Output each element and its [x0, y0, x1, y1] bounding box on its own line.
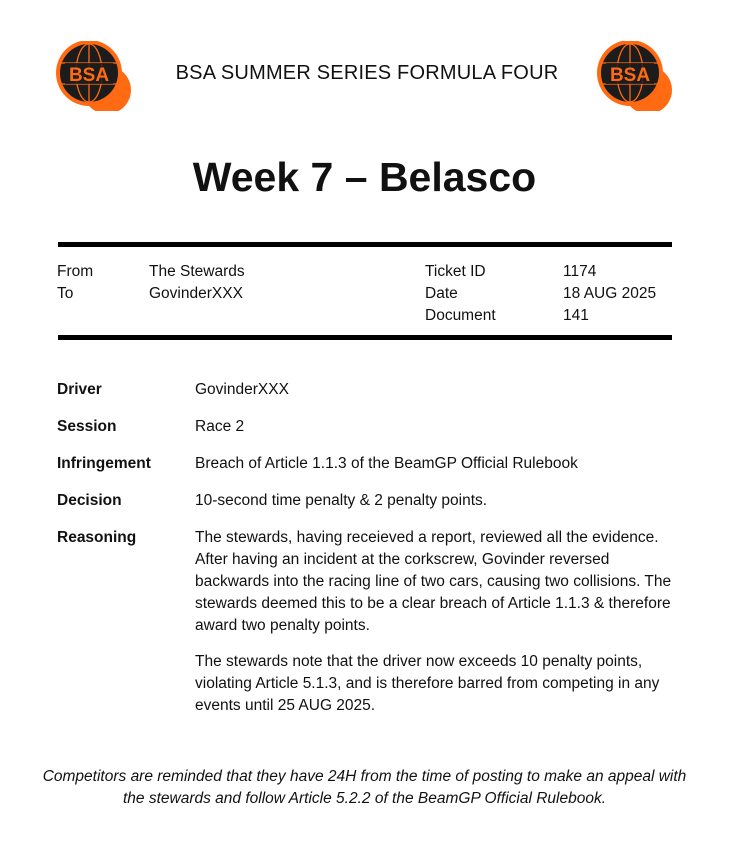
divider-bottom	[58, 335, 672, 340]
reasoning-label: Reasoning	[57, 529, 137, 546]
session-value: Race 2	[195, 418, 245, 435]
logo-text: BSA	[609, 65, 651, 86]
decision-label: Decision	[57, 492, 122, 509]
ticket-id-value: 1174	[563, 263, 597, 280]
decision-value: 10-second time penalty & 2 penalty points.	[195, 492, 488, 509]
driver-value: GovinderXXX	[195, 381, 289, 398]
series-title: BSA SUMMER SERIES FORMULA FOUR	[175, 62, 559, 84]
divider-top	[58, 242, 672, 247]
session-label: Session	[57, 418, 117, 435]
reasoning-paragraph-2: The stewards note that the driver now exceeds 10 penalty points, violating Article 5.1.3, and is therefore barred from competing in any events until 25 AUG 2025.	[195, 653, 660, 714]
infringement-label: Infringement	[57, 455, 151, 472]
appeal-notice: Competitors are reminded that they have 24H from the time of posting to make an appeal with the stewards and follow Article 5.2.2 of the BeamGP Official Rulebook.	[42, 768, 687, 807]
logo-text: BSA	[68, 65, 110, 86]
date-label: Date	[425, 285, 458, 302]
bsa-logo-right	[597, 41, 673, 111]
to-label: To	[57, 285, 74, 302]
event-title: Week 7 – Belasco	[192, 154, 537, 200]
from-label: From	[57, 263, 94, 280]
infringement-value: Breach of Article 1.1.3 of the BeamGP Official Rulebook	[195, 455, 578, 472]
document-label: Document	[425, 307, 496, 324]
from-value: The Stewards	[149, 263, 245, 280]
driver-label: Driver	[57, 381, 102, 398]
date-value: 18 AUG 2025	[563, 285, 657, 302]
document-value: 141	[563, 307, 589, 324]
to-value: GovinderXXX	[149, 285, 243, 302]
reasoning-paragraph-1: The stewards, having receieved a report, reviewed all the evidence. After having an incident at the corkscrew, Govinder reversed backwards into the racing line of two cars, causing two collisions. The stewards deemed this to be a clear breach of Article 1.1.3 & therefore award two penalty points.	[195, 529, 672, 634]
ticket-id-label: Ticket ID	[425, 263, 486, 280]
